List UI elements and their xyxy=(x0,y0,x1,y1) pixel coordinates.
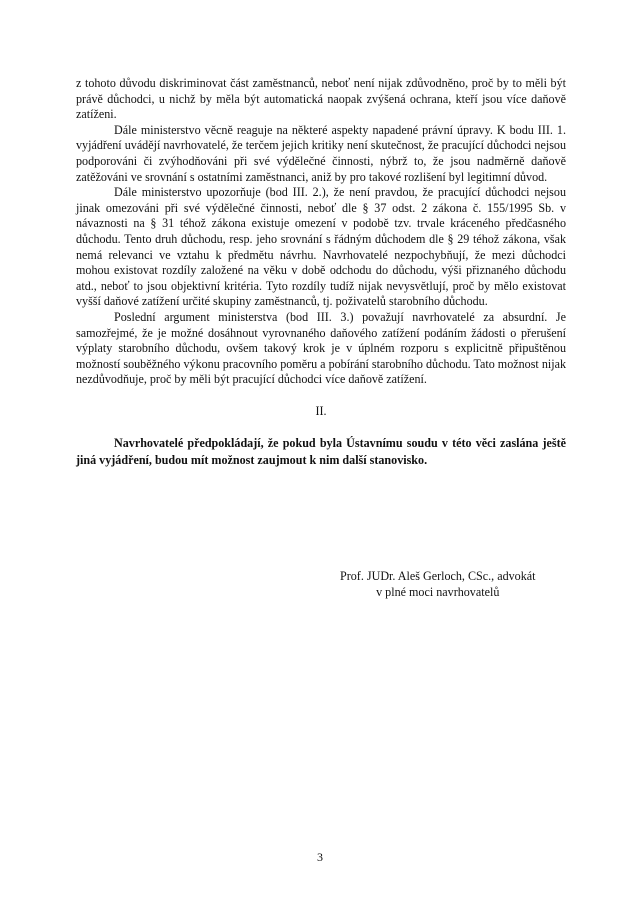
paragraph-ministry-response: Dále ministerstvo věcně reaguje na některé aspekty napadené právní úpravy. K bodu III. 1. vyjádření uvádějí navrhovatelé, že terčem jejich kritiky není skutečnost, že pracující důchodci nejsou podporováni či zvýhodňováni při své výdělečné činnosti, nýbrž to, že jsou nadměrně daňově zatěžováni ve srovnání s ostatními zaměstnanci, aniž by pro takové rozlišení byl legitimní důvod. xyxy=(76,122,566,184)
signature-mandate: v plné moci navrhovatelů xyxy=(376,585,500,599)
signature-name: Prof. JUDr. Aleš Gerloch, CSc., advokát xyxy=(340,569,536,583)
paragraph-continuation: z tohoto důvodu diskriminovat část zaměstnanců, neboť není nijak zdůvodněno, proč by to měli být právě důchodci, u nichž by měla být automatická naopak zvýšená ochrana, kteří jsou více daňově zatíženi. xyxy=(76,76,566,122)
closing-paragraph: Navrhovatelé předpokládají, že pokud byla Ústavnímu soudu v této věci zaslána ještě jiná vyjádření, budou mít možnost zaujmout k nim další stanovisko. xyxy=(76,436,566,468)
paragraph-early-pension: Dále ministerstvo upozorňuje (bod III. 2.), že není pravdou, že pracující důchodci nejsou jinak omezováni při své výdělečné činnosti, neboť dle § 37 odst. 2 zákona č. 155/1995 Sb. v návaznosti na § 31 téhož zákona existuje omezení v podobě tzv. trvale kráceného předčasného důchodu. Tento druh důchodu, resp. jeho srovnání s řádným důchodem dle § 29 téhož zákona, však nemá relevanci ve vztahu k předmětu návrhu. Navrhovatelé nezpochybňují, že mezi důchodci mohou existovat rozdíly založené na věku v době odchodu do důchodu, výši přiznaného důchodu atd., neboť to jsou objektivní kritéria. Tyto rozdíly tudíž nijak nevysvětlují, proč by mělo existovat vyšší daňové zatížení určité skupiny zaměstnanců, tj. poživatelů starobního důchodu. xyxy=(76,185,566,309)
page-number: 3 xyxy=(317,850,323,864)
signature-block xyxy=(340,568,536,600)
document-body xyxy=(76,76,566,469)
paragraph-last-argument: Poslední argument ministerstva (bod III. 3.) považují navrhovatelé za absurdní. Je samozřejmé, že je možné dosáhnout vyrovnaného daňového zatížení podáním žádosti o přerušení výplaty starobního důchodu, ovšem takový krok je v úplném rozporu s explicitně připuštěnou možností souběžného výkonu pracovního poměru a pobírání starobního důchodu. Tato možnost nijak nezdůvodňuje, proč by měli být pracující důchodci více daňově zatížení. xyxy=(76,309,566,387)
section-heading: II. xyxy=(315,403,327,418)
